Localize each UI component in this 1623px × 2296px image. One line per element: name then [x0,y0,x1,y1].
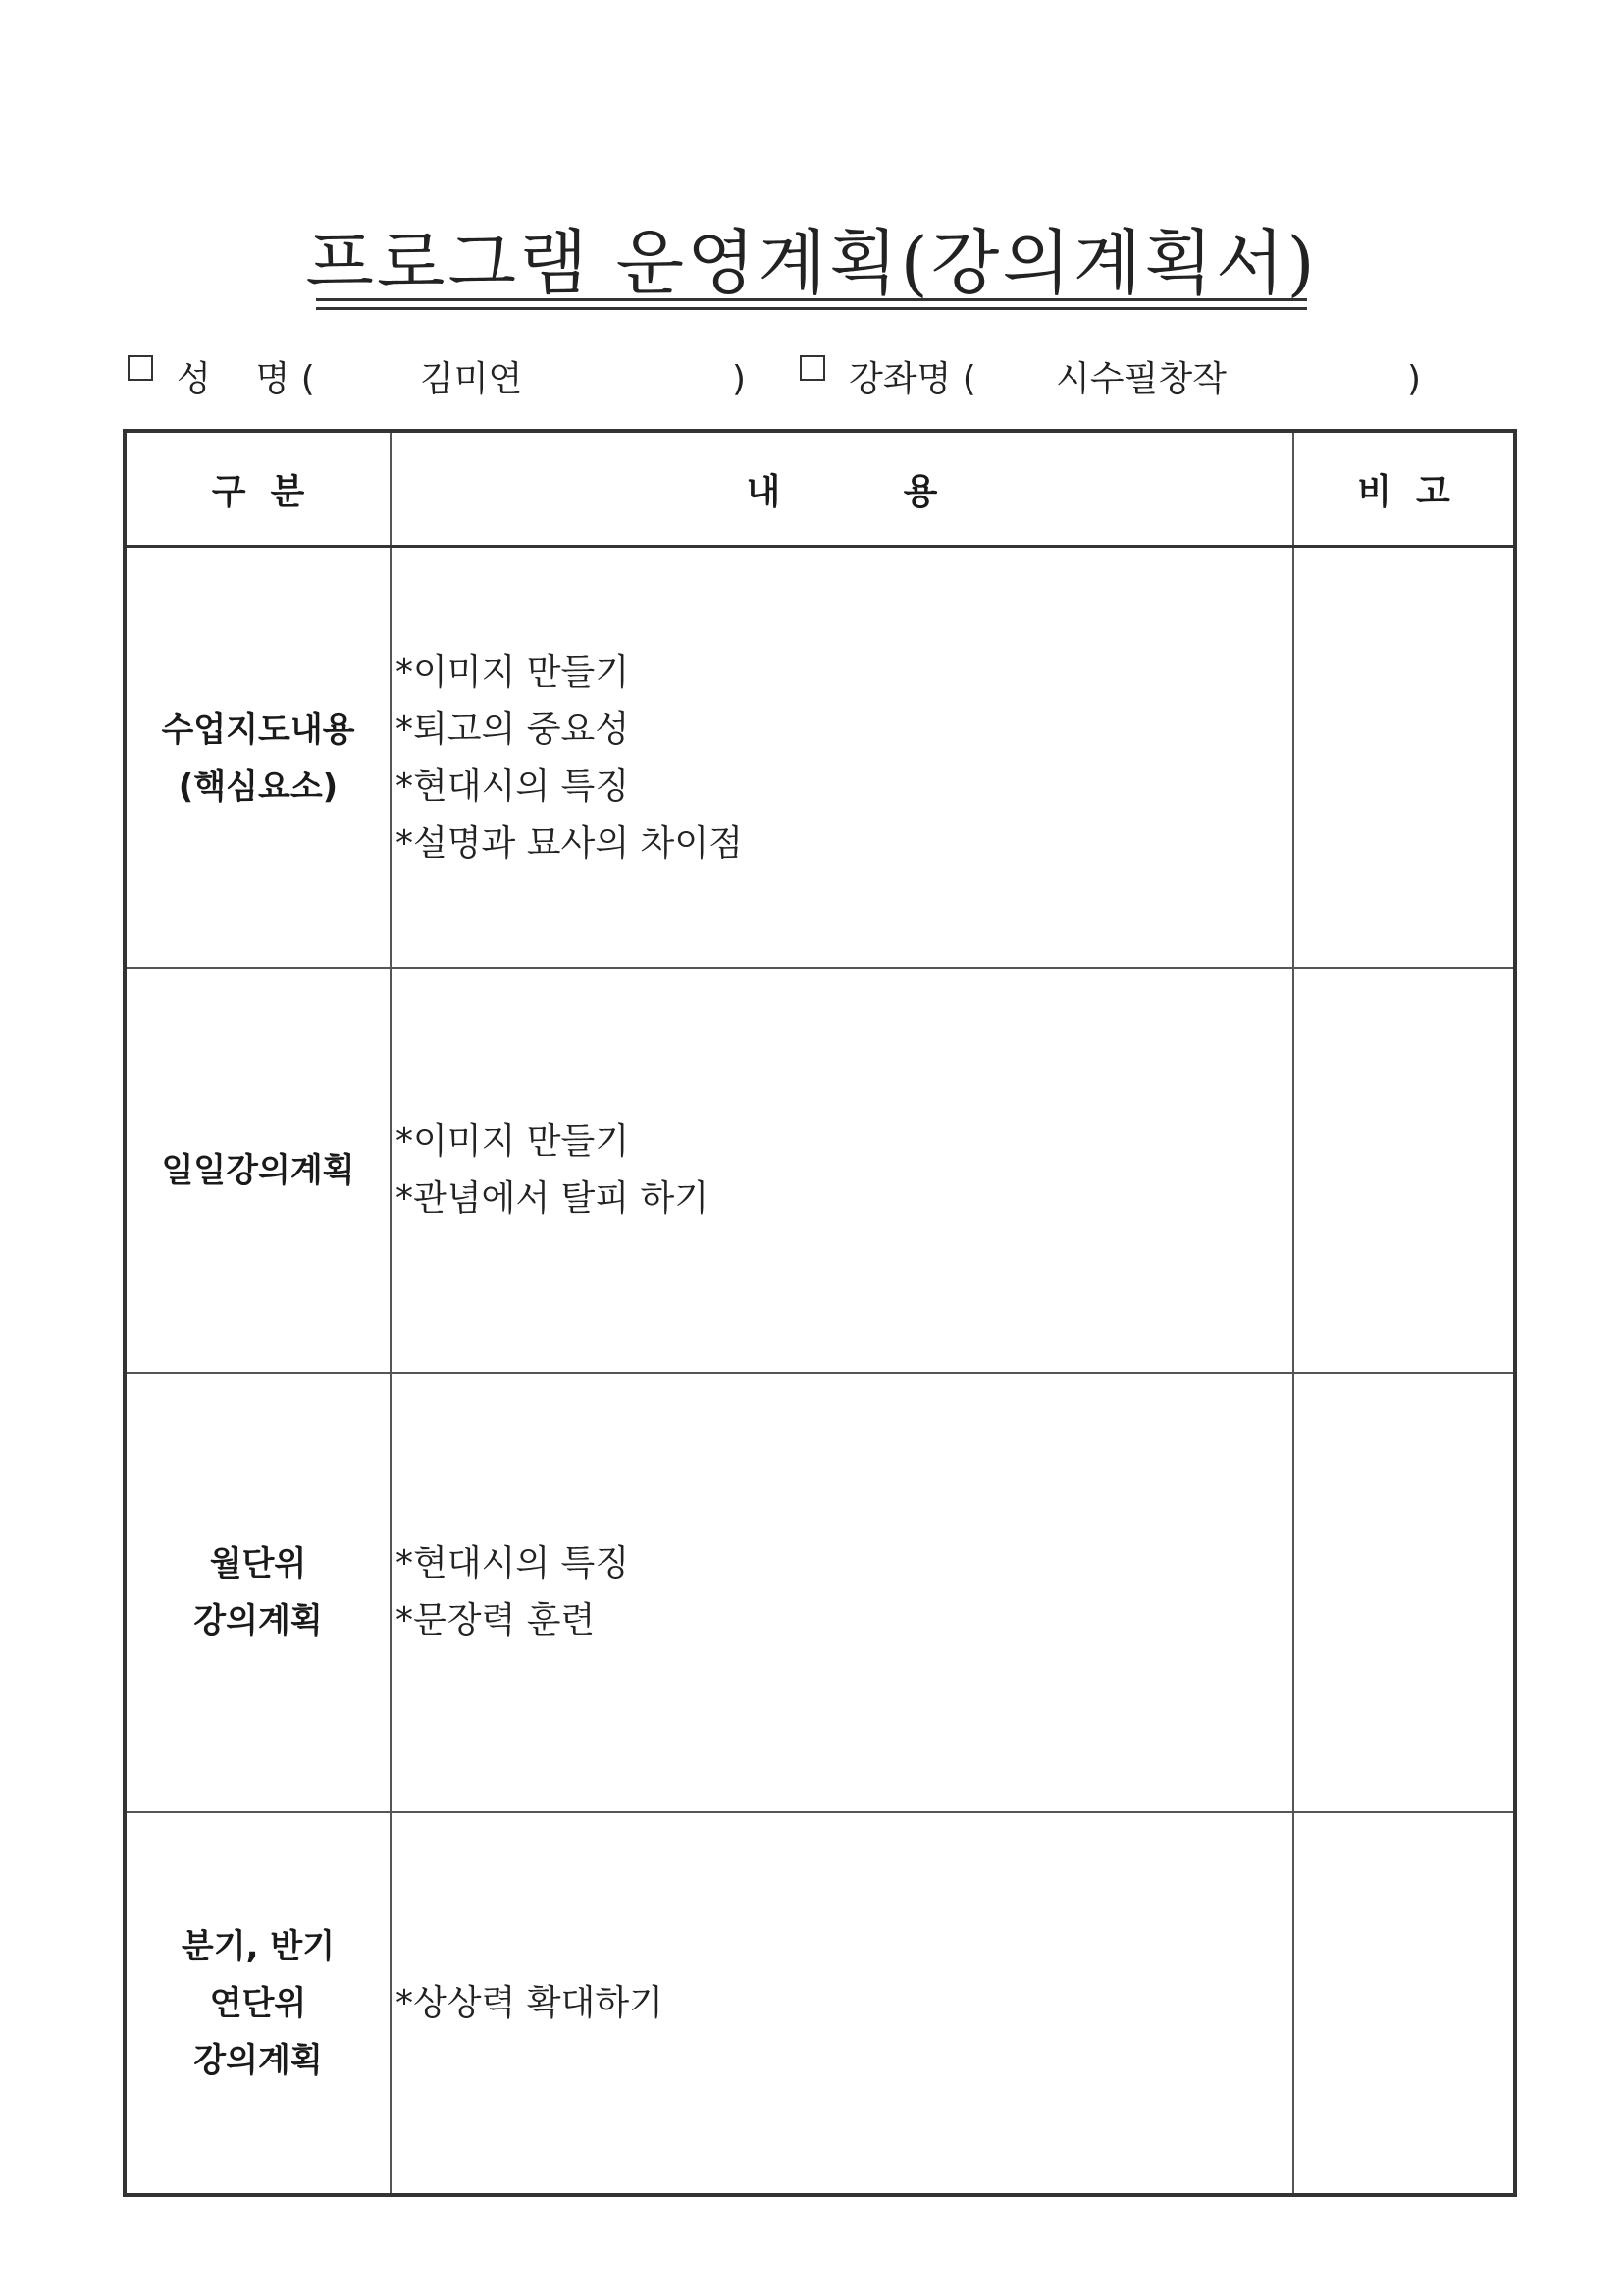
header-note: 비 고 [1293,431,1515,547]
row-content [391,968,1293,1373]
header-category: 구 분 [125,431,391,547]
course-value: 시수필창작 [1056,359,1227,399]
table-row [125,968,1515,1373]
row-note [1293,1373,1515,1812]
row-note [1293,547,1515,968]
name-value: 김미연 [420,359,523,399]
row-category [125,1373,391,1812]
title-underline-bottom [316,307,1307,310]
category-line: 일일강의계획 [161,1151,355,1190]
row-note [1293,968,1515,1373]
row-content [391,547,1293,968]
content-line: *관념에서 탈피 하기 [395,1178,709,1219]
row-category [125,1812,391,2195]
category-line: 강의계획 [193,2040,323,2080]
table-row [125,547,1515,968]
name-checkbox-icon [128,355,153,381]
category-line: 월단위 [209,1544,307,1584]
lecture-plan-table [123,429,1517,2197]
row-category [125,547,391,968]
table-row [125,1373,1515,1812]
table-header-row [125,431,1515,547]
info-row [0,355,1623,404]
content-line: *퇴고의 중요성 [395,708,630,750]
row-category [125,968,391,1373]
header-content: 내 용 [391,431,1293,547]
course-checkbox-icon [800,355,825,381]
content-line: *현대시의 특징 [395,1543,630,1584]
content-line: *설명과 묘사의 차이점 [395,822,743,863]
content-line: *이미지 만들기 [395,1122,630,1162]
content-line: *이미지 만들기 [395,652,630,693]
table-row [125,1812,1515,2195]
row-note [1293,1812,1515,2195]
course-close: ) [1407,359,1422,399]
row-content [391,1373,1293,1812]
content-line: *현대시의 특징 [395,765,630,807]
content-line: *문장력 훈련 [395,1600,596,1641]
name-close: ) [732,359,747,399]
content-line: *상상력 확대하기 [395,1982,663,2023]
title-underline-top [316,298,1307,301]
category-line: 분기, 반기 [181,1926,336,1966]
category-line: (핵심요소) [178,766,339,807]
category-line: 강의계획 [193,1601,323,1641]
row-content [391,1812,1293,2195]
name-label: 성 명 ( [177,359,315,399]
category-line: 연단위 [209,1983,307,2023]
document-title: 프로그램 운영계획(강의계획서) [305,222,1318,304]
category-line: 수업지도내용 [161,709,355,750]
course-label: 강좌명 ( [849,359,976,399]
